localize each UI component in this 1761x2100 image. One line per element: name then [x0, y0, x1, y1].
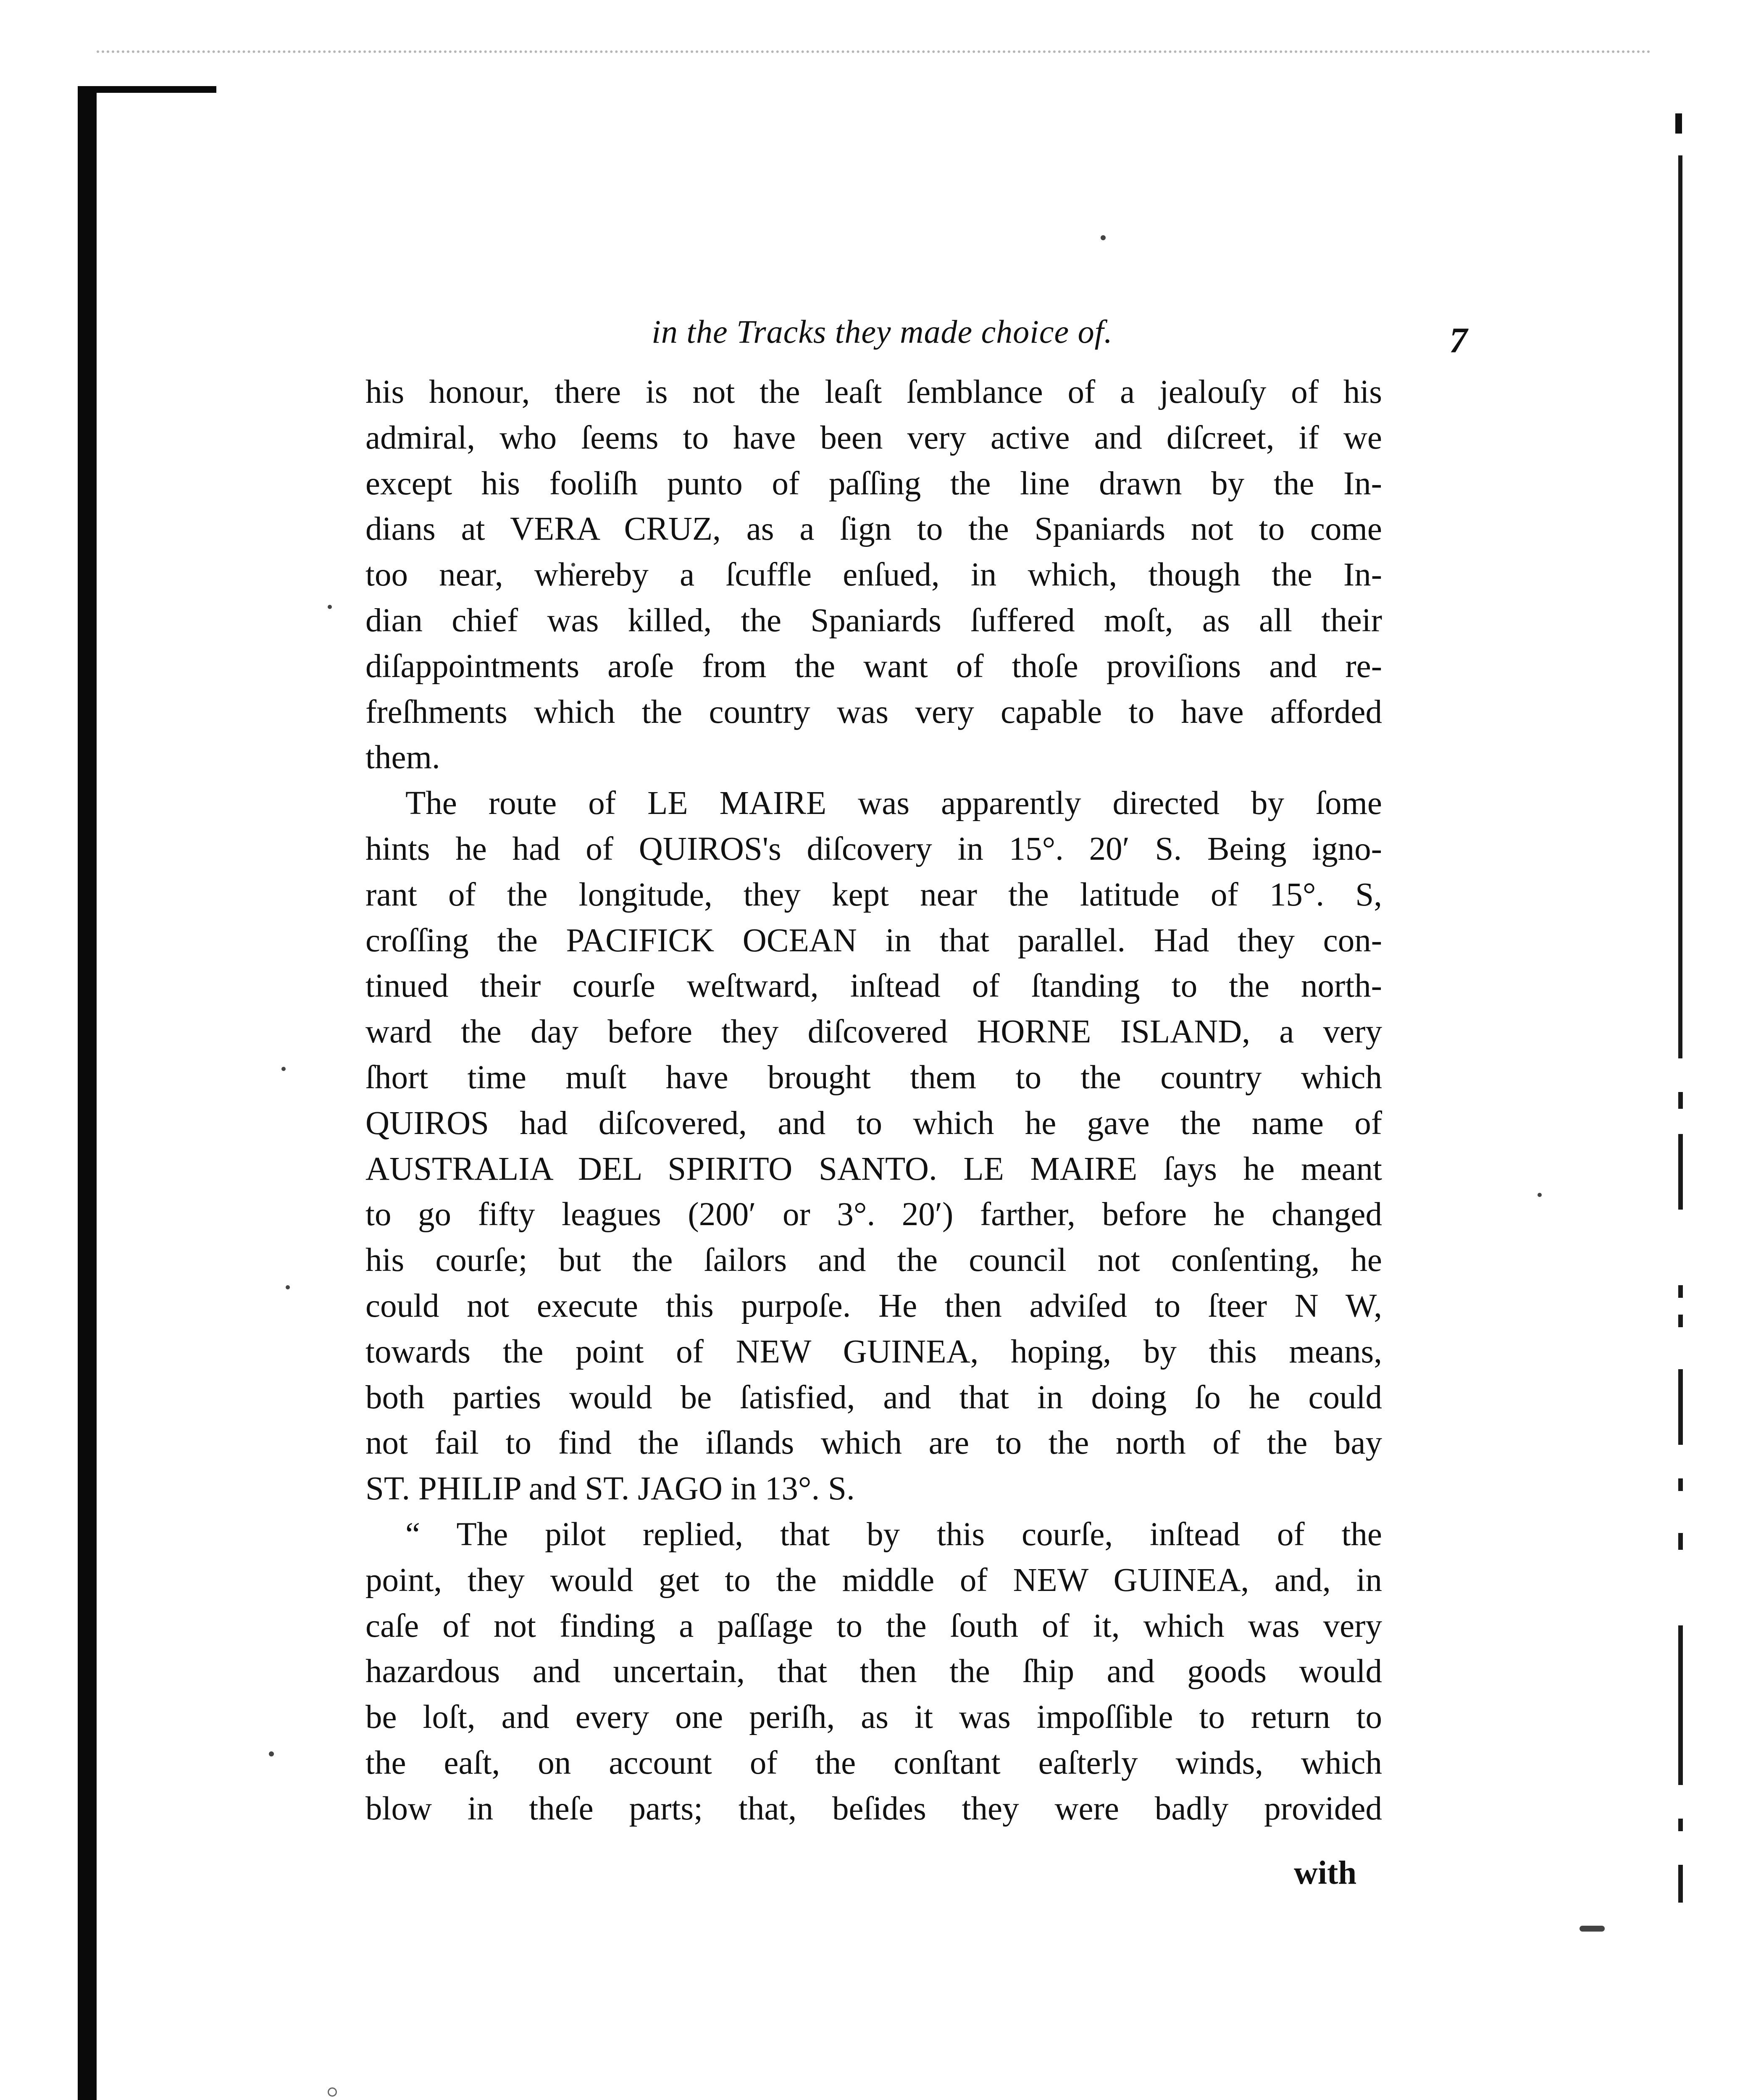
scan-edge-right	[1678, 155, 1682, 1058]
speck	[269, 1751, 274, 1756]
scan-dash	[1678, 1285, 1683, 1298]
scan-edge-top	[97, 50, 1651, 53]
scan-dash	[1678, 1478, 1683, 1491]
scan-dash	[1678, 1369, 1683, 1445]
body-text	[365, 370, 1382, 1832]
paragraph	[365, 1512, 1382, 1832]
text-line: both parties would be ſatisfied, and that in doing ſo he could	[365, 1379, 1382, 1416]
text-line: be loſt, and every one periſh, as it was impoſſible to return to	[365, 1699, 1382, 1736]
text-line: point, they would get to the middle of NEW GUINEA, and, in	[365, 1562, 1382, 1599]
text-line: dian chief was killed, the Spaniards ſuffered moſt, as all their	[365, 602, 1382, 639]
text-line: The route of LE MAIRE was apparently directed by ſome	[405, 785, 1382, 822]
scan-dash	[1678, 1315, 1683, 1327]
text-line: the eaſt, on account of the conſtant eaſterly winds, which	[365, 1744, 1382, 1781]
text-line: “ The pilot replied, that by this courſe, inſtead of the	[405, 1516, 1382, 1553]
speck	[1101, 235, 1106, 240]
running-head: in the Tracks they made choice of.	[652, 313, 1113, 350]
scan-dash	[1678, 1865, 1683, 1903]
text-line: caſe of not finding a paſſage to the ſouth of it, which was very	[365, 1607, 1382, 1644]
text-line: rant of the longitude, they kept near the latitude of 15°. S,	[365, 876, 1382, 913]
catchword: with	[1294, 1855, 1357, 1891]
text-line: freſhments which the country was very capable to have afforded	[365, 693, 1382, 730]
page-number: 7	[1449, 320, 1467, 360]
scan-mark-right-top	[1675, 113, 1682, 134]
text-line: them.	[365, 739, 440, 776]
text-line: his honour, there is not the leaſt ſemblance of a jealouſy of his	[365, 374, 1382, 410]
binding-shadow-top	[78, 86, 216, 93]
text-line: hints he had of QUIROS's diſcovery in 15°. 20′ S. Being igno-	[365, 830, 1382, 867]
text-line: tinued their courſe weſtward, inſtead of ſtanding to the north-	[365, 968, 1382, 1005]
paragraph	[365, 370, 1382, 781]
text-line: admiral, who ſeems to have been very active and diſcreet, if we	[365, 419, 1382, 456]
speck	[286, 1285, 290, 1289]
text-line: his courſe; but the ſailors and the council not conſenting, he	[365, 1242, 1382, 1279]
text-line: dians at VERA CRUZ, as a ſign to the Spaniards not to come	[365, 511, 1382, 548]
text-line: to go fifty leagues (200′ or 3°. 20′) farther, before he changed	[365, 1196, 1382, 1233]
text-line: ſhort time muſt have brought them to the country which	[365, 1059, 1382, 1096]
text-line: except his fooliſh punto of paſſing the line drawn by the In-	[365, 465, 1382, 502]
speck	[328, 605, 332, 609]
speck	[1538, 1193, 1542, 1197]
speck	[281, 1067, 286, 1071]
paragraph	[365, 781, 1382, 1512]
speck	[328, 2087, 337, 2097]
scan-dash	[1678, 1533, 1683, 1550]
scan-dash	[1678, 1092, 1683, 1109]
text-line: could not execute this purpoſe. He then adviſed to ſteer N W,	[365, 1287, 1382, 1324]
text-line: ward the day before they diſcovered HORNE ISLAND, a very	[365, 1013, 1382, 1050]
text-line: too near, whereby a ſcuffle enſued, in which, though the In-	[365, 556, 1382, 593]
binding-shadow-left	[78, 88, 97, 2100]
text-line: AUSTRALIA DEL SPIRITO SANTO. LE MAIRE ſays he meant	[365, 1150, 1382, 1187]
text-line: diſappointments aroſe from the want of thoſe proviſions and re-	[365, 648, 1382, 685]
scan-dash	[1678, 1625, 1683, 1785]
text-line: hazardous and uncertain, that then the ſhip and goods would	[365, 1653, 1382, 1690]
text-line: blow in theſe parts; that, beſides they were badly provided	[365, 1790, 1382, 1827]
text-line: towards the point of NEW GUINEA, hoping, by this means,	[365, 1333, 1382, 1370]
text-line: not fail to find the iſlands which are to the north of the bay	[365, 1425, 1382, 1462]
speck	[1580, 1926, 1605, 1932]
scan-dash	[1678, 1819, 1683, 1831]
text-line: croſſing the PACIFICK OCEAN in that parallel. Had they con-	[365, 922, 1382, 959]
text-line: ST. PHILIP and ST. JAGO in 13°. S.	[365, 1470, 855, 1507]
scan-dash	[1678, 1134, 1683, 1210]
text-line: QUIROS had diſcovered, and to which he gave the name of	[365, 1105, 1382, 1142]
